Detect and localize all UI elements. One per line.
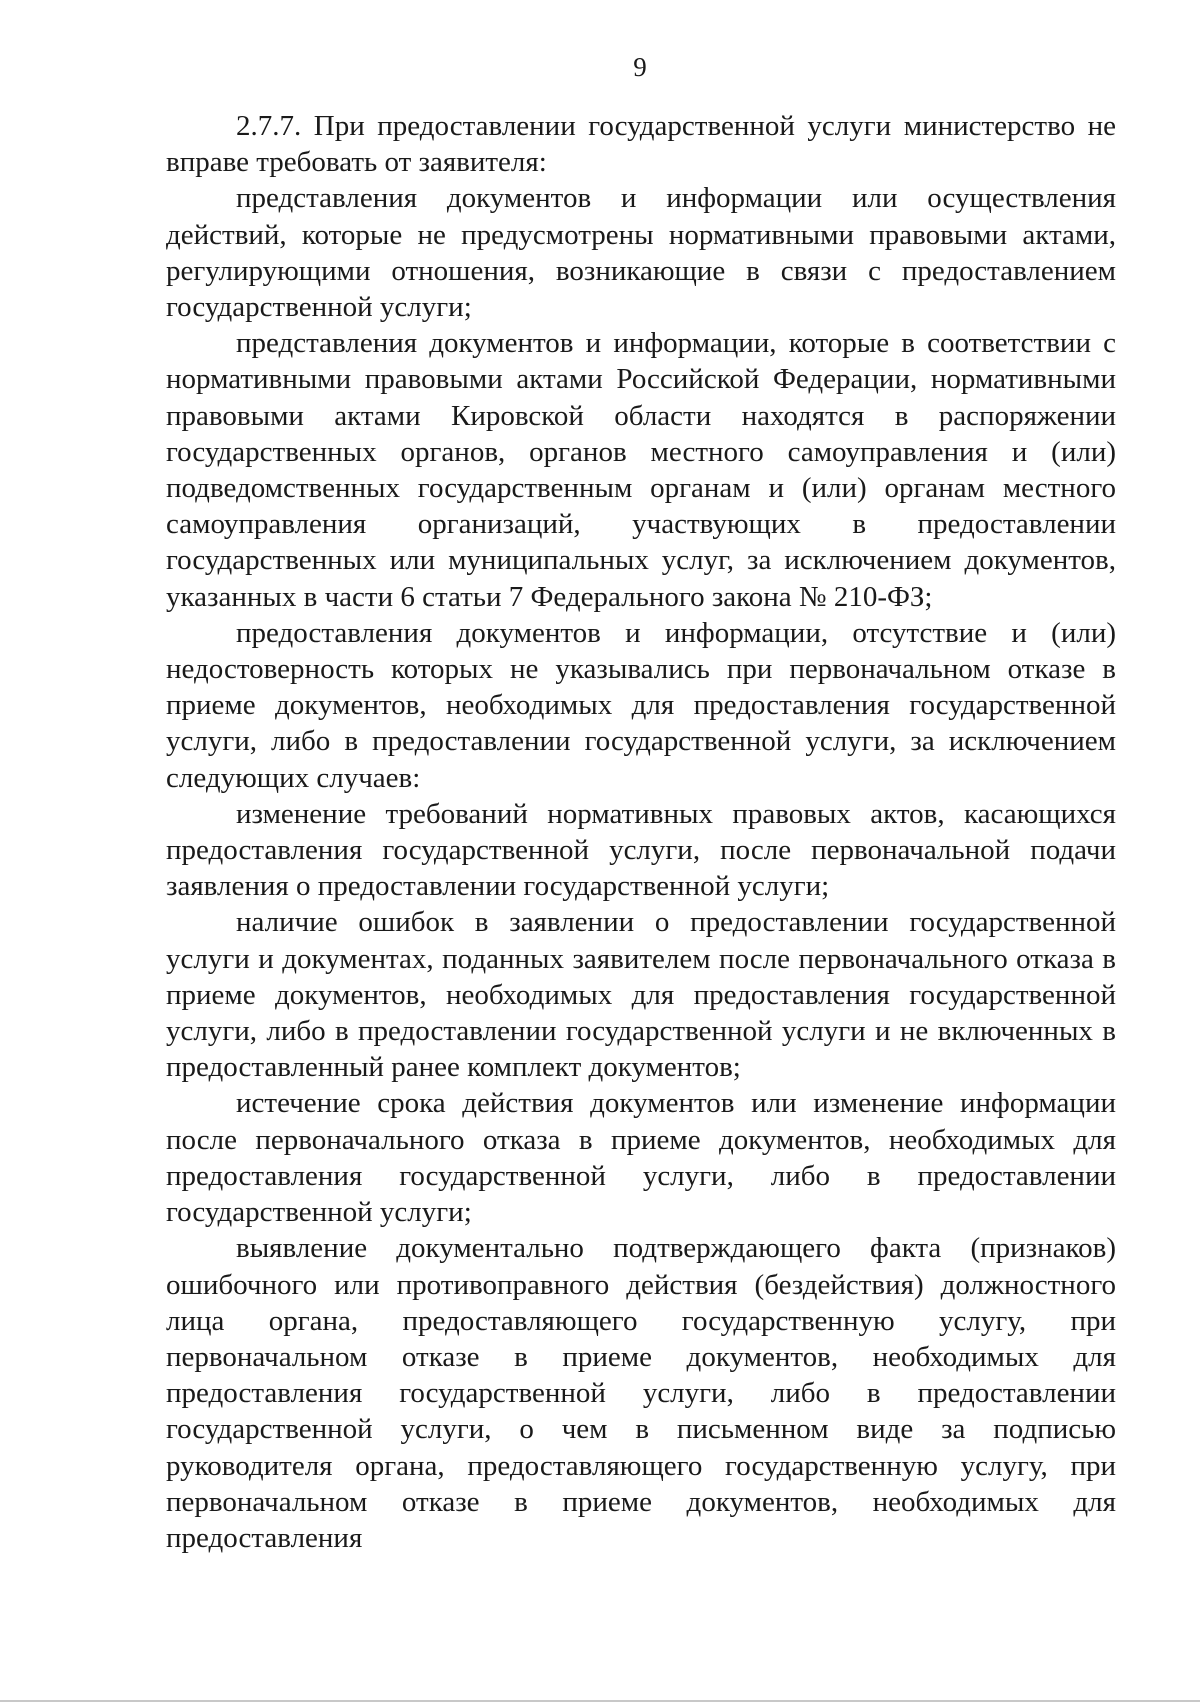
paragraph-item: представления документов и информации, которые в соответствии с нормативными правовыми актами Российской Федерации, нормативными правовыми актами Кировской области находятся в распоряжении государственных органов, органов местного самоуправления и (или) подведомственных государственным органам и (или) органам местного самоуправления организаций, участвующих в предоставлении государственных или муниципальных услуг, за исключением документов, указанных в части 6 статьи 7 Федерального закона № 210-ФЗ; bbox=[166, 327, 1116, 613]
paragraph-item: представления документов и информации или осуществления действий, которые не предусмотрены нормативными правовыми актами, регулирующими отношения, возникающие в связи с предоставлением государственной услуги; bbox=[166, 182, 1116, 324]
paragraph-case: истечение срока действия документов или изменение информации после первоначального отказа в приеме документов, необходимых для предоставления государственной услуги, либо в предоставлении государственной услуги; bbox=[166, 1087, 1116, 1229]
paragraph-item: предоставления документов и информации, отсутствие и (или) недостоверность которых не указывались при первоначальном отказе в приеме документов, необходимых для предоставления государственной услуги, либо в предоставлении государственной услуги, за исключением следующих случаев: bbox=[166, 616, 1116, 794]
paragraph-case: наличие ошибок в заявлении о предоставлении государственной услуги и документах, поданных заявителем после первоначального отказа в приеме документов, необходимых для предоставления государственной услуги, либо в предоставлении государственной услуги и не включенных в предоставленный ранее комплект документов; bbox=[166, 906, 1116, 1084]
body-text bbox=[166, 108, 1116, 1556]
paragraph-case: выявление документально подтверждающего факта (признаков) ошибочного или противоправного действия (бездействия) должностного лица органа, предоставляющего государственную услугу, при первоначальном отказе в приеме документов, необходимых для предоставления государственной услуги, либо в предоставлении государственной услуги, о чем в письменном виде за подписью руководителя органа, предоставляющего государственную услугу, при первоначальном отказе в приеме документов, необходимых для предоставления bbox=[166, 1232, 1116, 1554]
page-number: 9 bbox=[633, 52, 647, 82]
paragraph-2-7-7: 2.7.7. При предоставлении государственной услуги министерство не вправе требовать от заявителя: bbox=[166, 110, 1116, 179]
page-bottom-edge bbox=[0, 1700, 1200, 1702]
paragraph-case: изменение требований нормативных правовых актов, касающихся предоставления государственной услуги, после первоначальной подачи заявления о предоставлении государственной услуги; bbox=[166, 797, 1116, 903]
